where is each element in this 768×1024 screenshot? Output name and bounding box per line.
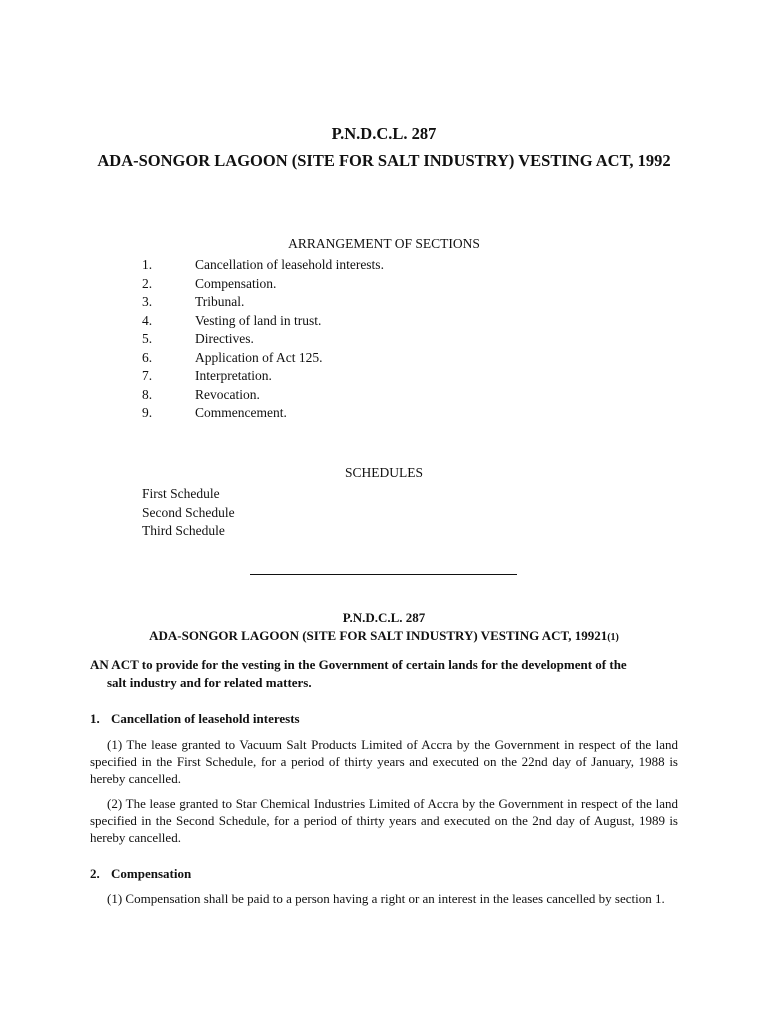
divider <box>250 574 517 575</box>
footnote-marker: (1) <box>607 632 619 643</box>
document-code: P.N.D.C.L. 287 <box>331 124 437 143</box>
arrangement-item-number: 6. <box>142 349 153 365</box>
section-heading <box>90 711 300 727</box>
arrangement-item-label: Directives. <box>195 331 254 346</box>
arrangement-item-label: Interpretation. <box>195 368 272 383</box>
arrangement-heading: ARRANGEMENT OF SECTIONS <box>288 236 480 251</box>
section-number: 2. <box>90 866 100 881</box>
arrangement-item <box>142 330 384 349</box>
arrangement-item <box>142 404 384 423</box>
arrangement-item <box>142 256 384 275</box>
arrangement-item-label: Commencement. <box>195 405 287 420</box>
act-preamble <box>90 656 678 692</box>
act-title <box>0 628 768 644</box>
arrangement-list <box>142 256 384 423</box>
document-title: ADA-SONGOR LAGOON (SITE FOR SALT INDUSTRY) VESTING ACT, 1992 <box>97 151 671 170</box>
section-title: Compensation <box>111 866 192 881</box>
schedules-list <box>142 485 235 541</box>
arrangement-item <box>142 349 384 368</box>
arrangement-item <box>142 312 384 331</box>
schedule-item: Second Schedule <box>142 504 235 520</box>
schedules-heading: SCHEDULES <box>344 465 423 480</box>
arrangement-item-number: 4. <box>142 312 153 328</box>
arrangement-item-label: Vesting of land in trust. <box>195 312 322 328</box>
arrangement-item-number: 7. <box>142 368 153 383</box>
arrangement-item-label: Cancellation of leasehold interests. <box>195 257 384 272</box>
arrangement-item-number: 1. <box>142 257 153 272</box>
arrangement-item-number: 3. <box>142 294 153 309</box>
arrangement-item <box>142 367 384 386</box>
schedule-item: Third Schedule <box>142 523 225 538</box>
arrangement-item <box>142 275 384 294</box>
act-code: P.N.D.C.L. 287 <box>342 610 426 625</box>
arrangement-item-number: 5. <box>142 331 153 346</box>
arrangement-item-number: 9. <box>142 405 153 420</box>
arrangement-item <box>142 386 384 405</box>
arrangement-item <box>142 293 384 312</box>
arrangement-item-label: Tribunal. <box>195 294 245 309</box>
section-number: 1. <box>90 711 100 726</box>
schedule-item: First Schedule <box>142 486 220 501</box>
arrangement-item-number: 2. <box>142 275 153 291</box>
arrangement-item-label: Application of Act 125. <box>195 349 323 365</box>
section-heading <box>90 866 191 882</box>
section-paragraph: (2) The lease granted to Star Chemical Industries Limited of Accra by the Government in respect of the land specified in the Second Schedule, for a period of thirty years and executed on the 2nd day of August, 1989 is hereby cancelled. <box>90 796 678 845</box>
arrangement-item-number: 8. <box>142 386 153 402</box>
act-title-text: ADA-SONGOR LAGOON (SITE FOR SALT INDUSTRY) VESTING ACT, 19921 <box>149 628 608 643</box>
section-paragraph: (1) Compensation shall be paid to a person having a right or an interest in the leases cancelled by section 1. <box>107 891 665 906</box>
preamble-line: salt industry and for related matters. <box>107 675 312 690</box>
preamble-line: AN ACT to provide for the vesting in the Government of certain lands for the development of the <box>90 657 627 672</box>
section-paragraph: (1) The lease granted to Vacuum Salt Products Limited of Accra by the Government in respect of the land specified in the First Schedule, for a period of thirty years and executed on the 22nd day of January, 1988 is hereby cancelled. <box>90 737 678 786</box>
arrangement-item-label: Compensation. <box>195 275 277 291</box>
arrangement-item-label: Revocation. <box>195 386 260 402</box>
section-title: Cancellation of leasehold interests <box>111 711 300 726</box>
